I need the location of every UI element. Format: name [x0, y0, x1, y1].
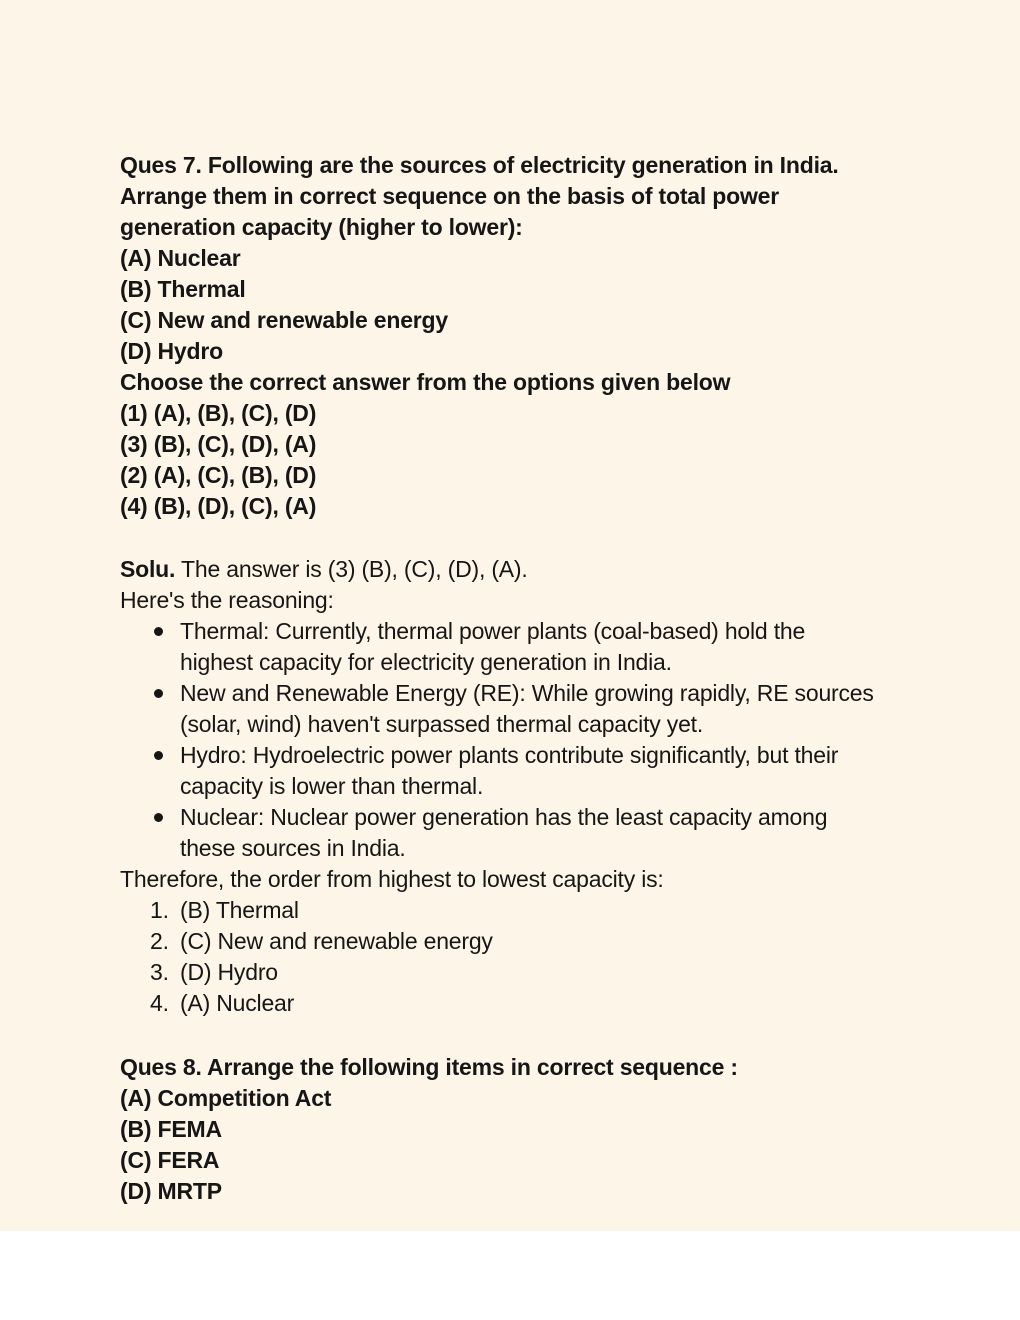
list-item	[120, 957, 960, 988]
bullet-text	[180, 678, 874, 740]
bullet-thermal-line-2: highest capacity for electricity generation in India.	[180, 649, 672, 675]
solution-block	[120, 554, 960, 1019]
bullet-nuclear-line-2: these sources in India.	[180, 835, 406, 861]
bullet-renewable-line-2: (solar, wind) haven't surpassed thermal capacity yet.	[180, 711, 704, 737]
solution-reasoning-intro: Here's the reasoning:	[120, 587, 334, 613]
bullet-text	[180, 616, 805, 678]
list-item	[120, 895, 960, 926]
ordered-item-number: 2.	[150, 928, 169, 954]
bullet-cell	[120, 740, 180, 760]
q8-option-a: (A) Competition Act	[120, 1085, 332, 1111]
list-item	[120, 740, 960, 802]
q7-option-a: (A) Nuclear	[120, 245, 241, 271]
solution-answer-line	[120, 554, 960, 585]
q7-option-c: (C) New and renewable energy	[120, 307, 448, 333]
q8-option-d: (D) MRTP	[120, 1178, 222, 1204]
ordered-item-number: 4.	[150, 990, 169, 1016]
bullet-renewable-line-1: New and Renewable Energy (RE): While growing rapidly, RE sources	[180, 680, 874, 706]
bullet-text	[180, 802, 827, 864]
q7-answer-option-2: (2) (A), (C), (B), (D)	[120, 462, 317, 488]
bullet-icon	[154, 627, 163, 636]
bullet-cell	[120, 802, 180, 822]
bullet-icon	[154, 813, 163, 822]
question-7-block	[120, 150, 960, 522]
bullet-icon	[154, 689, 163, 698]
q7-answer-option-1: (1) (A), (B), (C), (D)	[120, 400, 317, 426]
solution-answer-text: The answer is (3) (B), (C), (D), (A).	[181, 556, 528, 582]
q8-option-c: (C) FERA	[120, 1147, 220, 1173]
list-item	[120, 926, 960, 957]
list-item	[120, 678, 960, 740]
ordered-item-number: 3.	[150, 959, 169, 985]
q8-option-b: (B) FEMA	[120, 1116, 222, 1142]
bullet-cell	[120, 616, 180, 636]
list-item	[120, 802, 960, 864]
bullet-nuclear-line-1: Nuclear: Nuclear power generation has the least capacity among	[180, 804, 828, 830]
ordered-item-text: (A) Nuclear	[180, 990, 295, 1016]
q7-answer-option-3: (3) (B), (C), (D), (A)	[120, 431, 317, 457]
bullet-thermal-line-1: Thermal: Currently, thermal power plants (coal-based) hold the	[180, 618, 806, 644]
q8-heading: Ques 8. Arrange the following items in correct sequence :	[120, 1054, 738, 1080]
q7-heading-line-1: Ques 7. Following are the sources of electricity generation in India.	[120, 152, 839, 178]
q7-option-d: (D) Hydro	[120, 338, 223, 364]
question-8-block	[120, 1052, 960, 1207]
q7-option-b: (B) Thermal	[120, 276, 246, 302]
q7-answer-option-4: (4) (B), (D), (C), (A)	[120, 493, 317, 519]
bullet-icon	[154, 751, 163, 760]
q7-choose-line: Choose the correct answer from the options given below	[120, 369, 731, 395]
ordered-item-number: 1.	[150, 897, 169, 923]
ordered-item-text: (D) Hydro	[180, 959, 278, 985]
bullet-text	[180, 740, 838, 802]
list-item	[120, 616, 960, 678]
ordered-item-text: (C) New and renewable energy	[180, 928, 493, 954]
q7-heading-line-3: generation capacity (higher to lower):	[120, 214, 523, 240]
ordered-item-text: (B) Thermal	[180, 897, 299, 923]
list-item	[120, 988, 960, 1019]
bullet-hydro-line-1: Hydro: Hydroelectric power plants contribute significantly, but their	[180, 742, 839, 768]
bullet-cell	[120, 678, 180, 698]
bullet-hydro-line-2: capacity is lower than thermal.	[180, 773, 484, 799]
solution-label: Solu.	[120, 556, 176, 582]
solution-therefore-line: Therefore, the order from highest to lowest capacity is:	[120, 866, 664, 892]
q7-heading-line-2: Arrange them in correct sequence on the basis of total power	[120, 183, 779, 209]
